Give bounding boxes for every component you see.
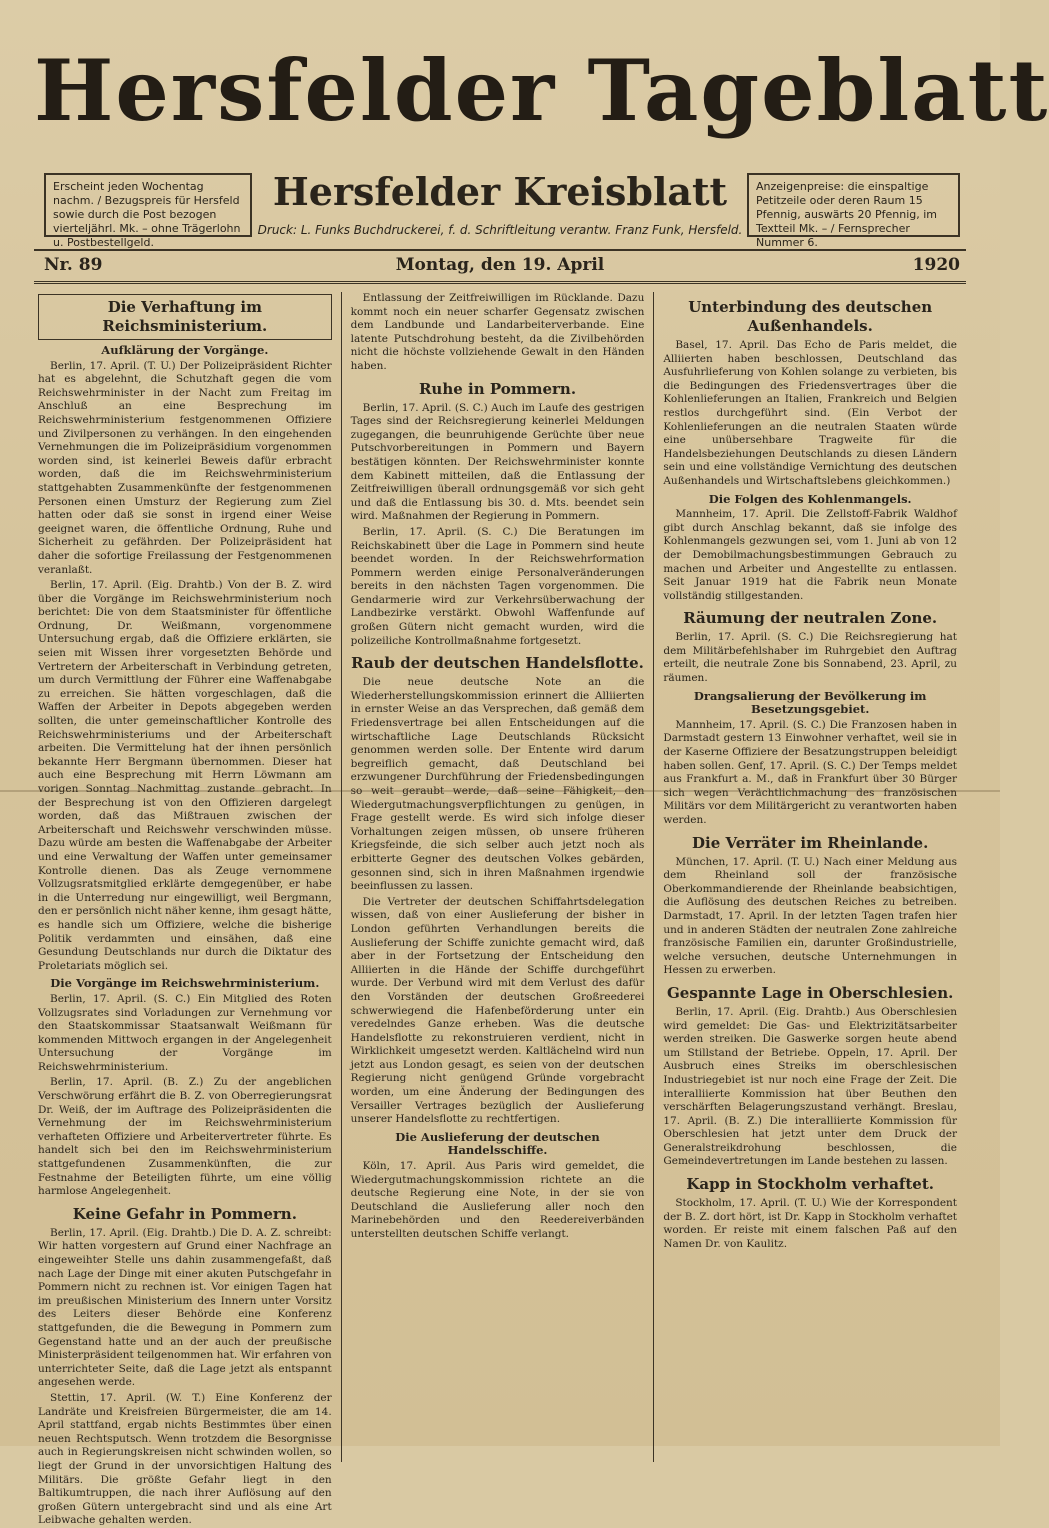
article-paragraph: Berlin, 17. April. (T. U.) Der Polizeipräsident Richter hat es abgelehnt, die Schutzhaft gegen die vom Reichswehrminister in der Nacht zum Freitag im Anschluß an eine Besprechung im Reichswehrministerium festgenommenen Offiziere und Zivilpersonen zu verhängen. In den eingehenden Vernehmungen die im Polizeipräsidium vorgenommen worden sind, ist keinerlei Beweis dafür erbracht worden, daß die im Reichswehrministerium stattgehabten Zusammenkünfte der festgenommenen Personen einen Umsturz der Regierung zum Ziel hatten oder daß sie sonst in irgend einer Weise geeignet waren, die öffentliche Ordnung, Ruhe und Sicherheit zu gefährden. Der Polizeipräsident hat daher die sofortige Freilassung der Festgenommenen veranlaßt. [38, 359, 332, 576]
article-paragraph: Berlin, 17. April. (Eig. Drahtb.) Von der B. Z. wird über die Vorgänge im Reichswehrministerium noch berichtet: Die von dem Staatsminister für öffentliche Ordnung, Dr. Weißmann, vorgenommene Untersuchung ergab, daß die Offiziere erklärten, sie seien mit Wissen ihrer vorgesetzten Behörde und Vertretern der Arbeiterschaft in Verbindung getreten, um durch Vermittlung der Führer eine Waffenabgabe zu erreichen. Sie hätten vorgeschlagen, daß die Waffen der Arbeiter in Depots abgegeben werden sollten, die unter gemeinschaftlicher Kontrolle des Reichswehrministeriums und der Arbeiterschaft arbeiten. Die Vermittelung hat der ihnen persönlich bekannte Herr Bergmann übernommen. Dieser hat auch eine Besprechung mit Herrn Löwmann am vorigen Sonntag Nachmittag zustande gebracht. In der Besprechung ist von den Offizieren dargelegt worden, daß das Mißtrauen zwischen der Arbeiterschaft und Reichswehr verschwinden müsse. Dazu würde am besten die Waffenabgabe der Arbeiter und eine Verwaltung der Waffen unter gemeinsamer Kontrolle dienen. Das als Zeuge vernommene Vollzugsratsmitglied erklärte demgegenüber, er habe in die Unterredung nur eingewilligt, weil Bergmann, den er persönlich nicht näher kenne, ihm gesagt hätte, es handle sich um Offiziere, welche die bisherige Politik verdammten und einsähen, daß eine Gesundung Deutschlands nur durch die Diktatur des Proletariats möglich sei. [38, 579, 332, 972]
issue-year: 1920 [912, 255, 960, 275]
article-heading: Räumung der neutralen Zone. [683, 609, 938, 628]
article-paragraph: Basel, 17. April. Das Echo de Paris meldet, die Alliierten haben beschlossen, Deutschland das Ausfuhrlieferung von Kohlen solange zu verbieten, bis die Bedingungen des Friedensvertrages über die Kohlenlieferungen an Italien, Frankreich und Belgien restlos durchgeführt sind. (Ein Verbot der Kohlenlieferungen an die neutralen Staaten würde eine unübersehbare Tragweite für die Handelsbeziehungen Deutschlands zu diesen Ländern sein und eine vollständige Vernichtung des deutschen Außenhandels und Wirtschaftslebens gleichkommen.) [663, 339, 958, 487]
article-paragraph: Berlin, 17. April. (Eig. Drahtb.) Aus Oberschlesien wird gemeldet: Die Gas- und Elektrizitätsarbeiter werden streiken. Die Gaswerke sorgen heute abend um Stillstand der Betriebe. Oppeln, 17. April. Der Ausbruch eines Streiks im oberschlesischen Industriegebiet ist nur noch eine Frage der Zeit. Die interalliierte Kommission hat über Beuthen den verschärften Belagerungszustand verhängt. Breslau, 17. April. (B. Z.) Die interalliierte Kommission für Oberschlesien hat jetzt unter dem Druck der Generalstreikdrohung beschlossen, die Gemeindevertretungen im Lande bestehen zu lassen. [663, 1005, 958, 1168]
article-paragraph: Entlassung der Zeitfreiwilligen im Rücklande. Dazu kommt noch ein neuer scharfer Gegensatz zwischen dem Landbunde und Landarbeiterverbande. Eine latente Putschdrohung besteht, da die Zivilbehörden nicht die höchste vollziehende Gewalt in den Händen haben. [350, 292, 645, 372]
issue-number: Nr. 89 [44, 255, 103, 275]
article-paragraph: Berlin, 17. April. (Eig. Drahtb.) Die D. A. Z. schreibt: Wir hatten vorgestern auf Grund einer Nachfrage an eingeweihter Stelle uns dahin zusammengefaßt, daß nach Lage der Dinge mit einer akuten Putschgefahr in Pommern nicht zu rechnen ist. Vor einigen Tagen hat im preußischen Ministerium des Innern unter Vorsitz des Leiters dieser Behörde eine Konferenz stattgefunden, die die Bewegung in Pommern zum Gegenstand hatte und an der auch der preußische Ministerpräsident teilgenommen hat. Wir erfahren von unterrichteter Seite, daß die Lage jetzt als entspannt angesehen werde. [38, 1226, 332, 1389]
printer-line: Druck: L. Funks Buchdruckerei, f. d. Schriftleitung verantw. Franz Funk, Hersfeld. [257, 223, 743, 237]
subscription-info-box: Erscheint jeden Wochentag nachm. / Bezugspreis für Hersfeld sowie durch die Post bezogen vierteljährl. Mk. – ohne Trägerlohn u. Postbestellgeld. [44, 173, 252, 237]
article-paragraph: Mannheim, 17. April. (S. C.) Die Franzosen haben in Darmstadt gestern 13 Einwohner verhaftet, weil sie in der Kaserne Offiziere der Besatzungstruppen beleidigt haben sollen. Genf, 17. April. (S. C.) Der Temps meldet aus Frankfurt a. M., daß in Frankfurt über 30 Bürger sich wegen Verächtlichmachung des französischen Militärs vor dem Militärgericht zu verantworten haben werden. [663, 718, 958, 826]
article-heading: Die Verhaftung im Reichsministerium. [38, 294, 332, 340]
article-subheading: Drangsalierung der Bevölkerung im Besetzungsgebiet. [693, 688, 927, 717]
column-2 [342, 292, 655, 1462]
advertising-info-box: Anzeigenpreise: die einspaltige Petitzeile oder deren Raum 15 Pfennig, auswärts 20 Pfennig, im Textteil Mk. – / Fernsprecher Nummer 6. [747, 173, 960, 237]
article-heading: Ruhe in Pommern. [418, 379, 577, 398]
article-paragraph: Köln, 17. April. Aus Paris wird gemeldet, die Wiedergutmachungskommission richtete an die deutsche Regierung eine Note, in der sie von Deutschland die Auslieferung aller noch den Marinebehörden und den Reedereiverbänden unterstellten deutschen Schiffe verlangt. [350, 1160, 645, 1240]
article-paragraph: Berlin, 17. April. (S. C.) Ein Mitglied des Roten Vollzugsrates sind Vorladungen zur Vernehmung vor den Staatskommissar Staatsanwalt Weißmann für kommenden Mittwoch ergangen in der Angelegenheit Untersuchung der Vorgänge im Reichswehrministerium. [38, 992, 332, 1073]
article-paragraph: Berlin, 17. April. (S. C.) Die Beratungen im Reichskabinett über die Lage in Pommern sind heute beendet worden. In der Reichswehrformation Pommern werden einige Personalveränderungen bereits in den nächsten Tagen vorgenommen. Die Gendarmerie wird zur Verkehrsüberwachung der Landbezirke verstärkt. Obwohl Waffenfunde auf großen Gütern nicht gemacht wurden, wird die polizeiliche Kontrollmaßnahme fortgesetzt. [350, 525, 645, 647]
article-subheading: Die Vorgänge im Reichswehrministerium. [50, 976, 320, 991]
dateline [34, 249, 966, 284]
masthead-subtitle: Hersfelder Kreisblatt [272, 169, 728, 214]
masthead-subrow [34, 161, 966, 249]
article-columns [34, 292, 966, 1527]
masthead-title: Hersfelder Tageblatt [34, 41, 1049, 140]
article-subheading: Aufklärung der Vorgänge. [101, 343, 269, 357]
article-heading: Kapp in Stockholm verhaftet. [686, 1175, 934, 1194]
column-3 [654, 292, 966, 1462]
issue-date: Montag, den 19. April [395, 255, 605, 275]
article-heading: Raub der deutschen Handelsflotte. [351, 654, 644, 673]
article-paragraph: München, 17. April. (T. U.) Nach einer Meldung aus dem Rheinland soll der französische Oberkommandierende der Rheinlande beabsichtigen, die Auflösung des deutschen Reiches zu betreiben. Darmstadt, 17. April. In der letzten Tagen trafen hier und in anderen Städten der neutralen Zone zahlreiche französische Familien ein, darunter Großindustrielle, welche versuchen, deutsche Unternehmungen in Hessen zu erwerben. [663, 855, 958, 977]
article-subheading: Die Folgen des Kohlenmangels. [708, 491, 912, 506]
article-paragraph: Die neue deutsche Note an die Wiederherstellungskommission erinnert die Alliierten in ernster Weise an das Versprechen, daß gemäß dem Friedensvertrage bei allen Entscheidungen auf die wirtschaftliche Lage Deutschlands Rücksicht genommen werden solle. Der Entente wird darum begreiflich gemacht, daß Deutschland bei erzwungener Durchführung der Friedensbedingungen so weit geraubt werde, daß seine Fähigkeit, den Wiedergutmachungsverpflichtungen zu genügen, in Frage gestellt werde. Es wird sich infolge dieser Vorhaltungen zeigen müssen, ob unsere früheren Kriegsfeinde, die sich selber auch jetzt noch als erbitterte Gegner des deutschen Volkes gebärden, gesonnen sind, sich in ihren Maßnahmen irgendwie beeinflussen zu lassen. [350, 676, 645, 893]
article-heading: Gespannte Lage in Oberschlesien. [666, 983, 954, 1002]
article-heading: Unterbindung des deutschen Außenhandels. [688, 298, 933, 335]
paper-fold-line [0, 790, 1000, 792]
article-paragraph: Die Vertreter der deutschen Schiffahrtsdelegation wissen, daß von einer Auslieferung der bisher in London geführten Verhandlungen bereits die Auslieferung der Schiffe zunichte gemacht wird, daß aber in der Fortsetzung der Entscheidung den Alliierten in die Hände der Schiffe durchgeführt wurde. Der Verbund wird mit dem Verlust des dafür den Vorständen der deutschen Großreederei schwerwiegend die Hafenbeförderung unter ein veredelndes Ganze erheben. Was die deutsche Handelsflotte zu rekonstruieren verdient, nicht in Wirklichkeit umgesetzt werden. Kaltlächelnd wird nun jetzt aus London gesagt, es seien von der deutschen Regierung nicht genügend Gründe vorgebracht worden, um eine Änderung der Bedingungen des Versailler Vertrages bezüglich der Auslieferung unserer Handelsflotte zu rechtfertigen. [350, 895, 645, 1126]
column-1 [34, 292, 342, 1527]
article-heading: Die Verräter im Rheinlande. [692, 833, 929, 852]
article-paragraph: Mannheim, 17. April. Die Zellstoff-Fabrik Waldhof gibt durch Anschlag bekannt, daß sie infolge des Kohlenmangels gezwungen sei, vom 1. Juni ab von 12 der Demobilmachungsbestimmungen Gebrauch zu machen und Arbeiter und Angestellte zu entlassen. Seit Januar 1919 hat die Fabrik neun Monate vollständig stillgestanden. [663, 508, 958, 602]
article-paragraph: Berlin, 17. April. (S. C.) Die Reichsregierung hat dem Militärbefehlshaber im Ruhrgebiet den Auftrag erteilt, die neutrale Zone bis Sonnabend, 23. April, zu räumen. [663, 631, 958, 685]
article-paragraph: Stockholm, 17. April. (T. U.) Wie der Korrespondent der B. Z. dort hört, ist Dr. Kapp in Stockholm verhaftet worden. Er reiste mit einem falschen Paß auf den Namen Dr. von Kaulitz. [663, 1197, 958, 1250]
article-paragraph: Berlin, 17. April. (S. C.) Auch im Laufe des gestrigen Tages sind der Reichsregierung keinerlei Meldungen zugegangen, die beunruhigende Gerüchte über neue Putschvorbereitungen in Pommern und Bayern bestätigen könnten. Der Reichswehrminister konnte dem Kabinett mitteilen, daß die Entlassung der Zeitfreiwilligen überall ordnungsgemäß vor sich geht und daß die Entlassung bis 30. d. Mts. beendet sein wird. Maßnahmen der Regierung in Pommern. [350, 401, 645, 523]
article-heading: Keine Gefahr in Pommern. [72, 1204, 297, 1223]
article-paragraph: Berlin, 17. April. (B. Z.) Zu der angeblichen Verschwörung erfährt die B. Z. von Oberregierungsrat Dr. Weiß, der im Auftrage des Polizeipräsidenten die Vernehmung der im Reichswehrministerium verhafteten Offiziere und Arbeitervertreter führte. Es handelt sich bei den im Reichswehrministerium stattgefundenen Zusammenkünften, die zur Festnahme der Beteiligten führte, um eine völlig harmlose Angelegenheit. [38, 1076, 332, 1198]
article-subheading: Die Auslieferung der deutschen Handelsschiffe. [395, 1129, 600, 1158]
article-paragraph: Stettin, 17. April. (W. T.) Eine Konferenz der Landräte und Kreisfreien Bürgermeister, die am 14. April stattfand, ergab nichts Bestimmtes über einen neuen Rechtsputsch. Wenn trotzdem die Besorgnisse auch in Regierungskreisen nicht schwinden wollen, so liegt der Grund in der unvorsichtigen Haltung des Militärs. Die größte Gefahr liegt in den Baltikumtruppen, die nach ihrer Auflösung auf den großen Gütern untergebracht sind und als eine Art Leibwache gehalten werden. [38, 1391, 332, 1527]
